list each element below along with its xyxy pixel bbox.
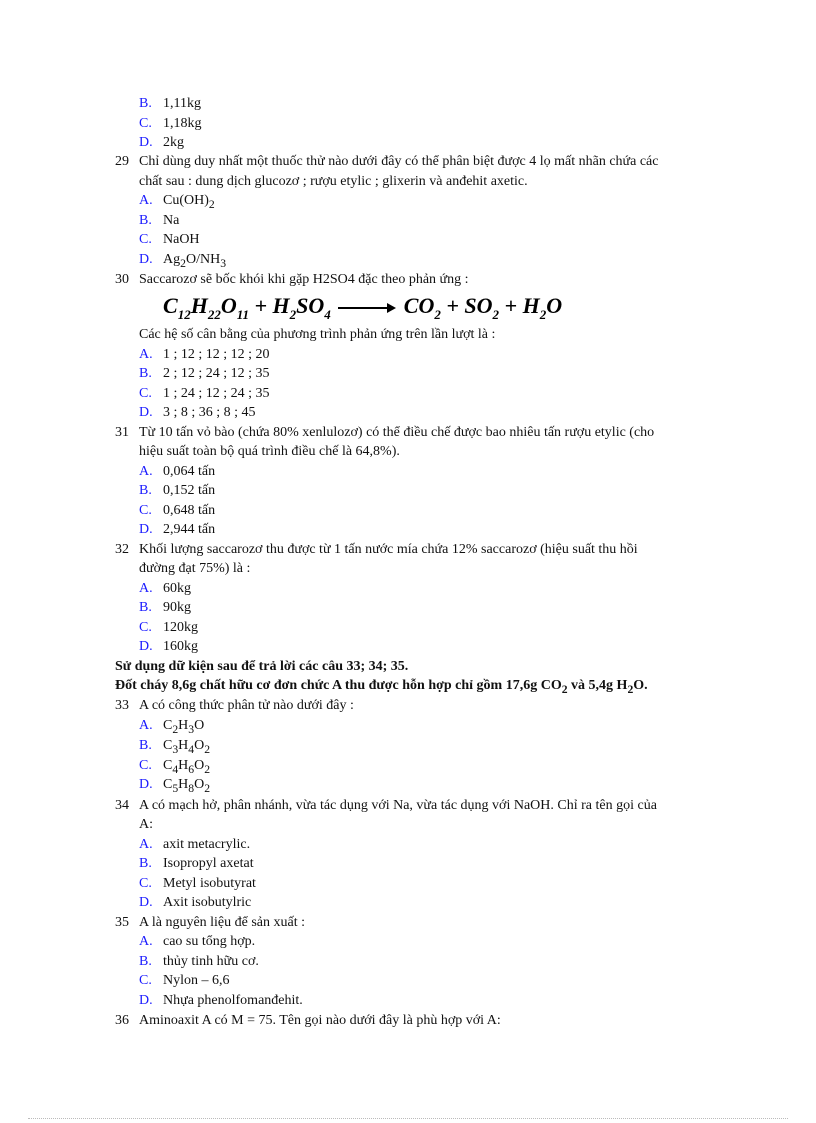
option-31-c: C. 0,648 tấn — [139, 503, 216, 518]
question-32-line2: đường đạt 75%) là : — [139, 561, 251, 576]
option-31-b: B. 0,152 tấn — [139, 483, 216, 498]
option-34-c: C. Metyl isobutyrat — [139, 876, 256, 891]
question-29-line2: chất sau : dung dịch glucozơ ; rượu etylic ; glixerin và anđehit axetic. — [139, 174, 528, 189]
option-33-d: D. $C_5H_8O_2$ — [139, 777, 211, 795]
question-36: 36 Aminoaxit A có M = 75. Tên gọi nào dưới đây là phù hợp với A: — [115, 1013, 501, 1028]
question-31-line2: hiệu suất toàn bộ quá trình điều chế là 64,8%). — [139, 444, 400, 459]
option-34-d: D. Axit isobutylric — [139, 895, 252, 910]
option-33-c: C. $C_4H_6O_2$ — [139, 758, 211, 776]
option-35-b: B. thủy tinh hữu cơ. — [139, 954, 259, 969]
option-28-d: D. 2kg — [139, 135, 184, 150]
option-30-d: D. 3 ; 8 ; 36 ; 8 ; 45 — [139, 405, 256, 420]
option-32-d: D. 160kg — [139, 639, 198, 654]
question-31: 31 Từ 10 tấn vỏ bào (chứa 80% xenlulozơ) có thể điều chế được bao nhiêu tấn rượu etylic (cho — [115, 425, 655, 440]
reaction-arrow-icon — [338, 302, 396, 314]
option-33-a: A. $C_2H_3O$ — [139, 718, 205, 736]
option-35-c: C. Nylon – 6,6 — [139, 973, 230, 988]
option-29-a: A. $Cu(OH)_2$ — [139, 193, 215, 211]
option-30-a: A. 1 ; 12 ; 12 ; 12 ; 20 — [139, 347, 270, 362]
option-32-a: A. 60kg — [139, 581, 191, 596]
option-32-c: C. 120kg — [139, 620, 198, 635]
option-29-b: B. Na — [139, 213, 180, 228]
option-28-c: C. 1,18kg — [139, 116, 202, 131]
question-29: 29 Chỉ dùng duy nhất một thuốc thử nào dưới đây có thể phân biệt được 4 lọ mất nhãn chứa các — [115, 154, 659, 169]
question-30: 30 Saccarozơ sẽ bốc khói khi gặp H2SO4 đặc theo phản ứng : — [115, 272, 469, 287]
option-29-c: C. NaOH — [139, 232, 200, 247]
question-34: 34 A có mạch hở, phân nhánh, vừa tác dụng với Na, vừa tác dụng với NaOH. Chỉ ra tên gọi của — [115, 798, 657, 813]
option-31-d: D. 2,944 tấn — [139, 522, 216, 537]
question-34-line2: A: — [139, 817, 153, 832]
option-29-d: D. $Ag_2O/NH_3$ — [139, 252, 227, 270]
option-30-c: C. 1 ; 24 ; 12 ; 24 ; 35 — [139, 386, 270, 401]
option-34-a: A. axit metacrylic. — [139, 837, 251, 852]
question-35: 35 A là nguyên liệu để sản xuất : — [115, 915, 306, 930]
option-32-b: B. 90kg — [139, 600, 191, 615]
option-28-b: B. 1,11kg — [139, 96, 201, 111]
option-34-b: B. Isopropyl axetat — [139, 856, 254, 871]
question-33: 33 A có công thức phân tử nào dưới đây : — [115, 698, 354, 713]
question-32: 32 Khối lượng saccarozơ thu được từ 1 tấn nước mía chứa 12% saccarozơ (hiệu suất thu hồi — [115, 542, 638, 557]
option-33-b: B. $C_3H_4O_2$ — [139, 738, 211, 756]
question-30-line2: Các hệ số cân bằng của phương trình phản ứng trên lần lượt là : — [139, 327, 496, 342]
page-bottom-divider — [28, 1118, 788, 1120]
section-intro-line2: Đốt cháy 8,6g chất hữu cơ đơn chức A thu được hỗn hợp chỉ gồm 17,6g $CO_2$ và 5,4g $H_2O$. — [115, 678, 648, 696]
option-31-a: A. 0,064 tấn — [139, 464, 216, 479]
reaction-equation: $C_{12}H_{22}O_{11} + H_2SO_4$ $CO_2 + SO_2 + H_2O$ — [163, 293, 563, 322]
option-30-b: B. 2 ; 12 ; 24 ; 12 ; 35 — [139, 366, 270, 381]
option-35-d: D. Nhựa phenolfomanđehit. — [139, 993, 303, 1008]
section-intro-line1: Sử dụng dữ kiện sau để trả lời các câu 33; 34; 35. — [115, 659, 409, 674]
option-35-a: A. cao su tổng hợp. — [139, 934, 256, 949]
